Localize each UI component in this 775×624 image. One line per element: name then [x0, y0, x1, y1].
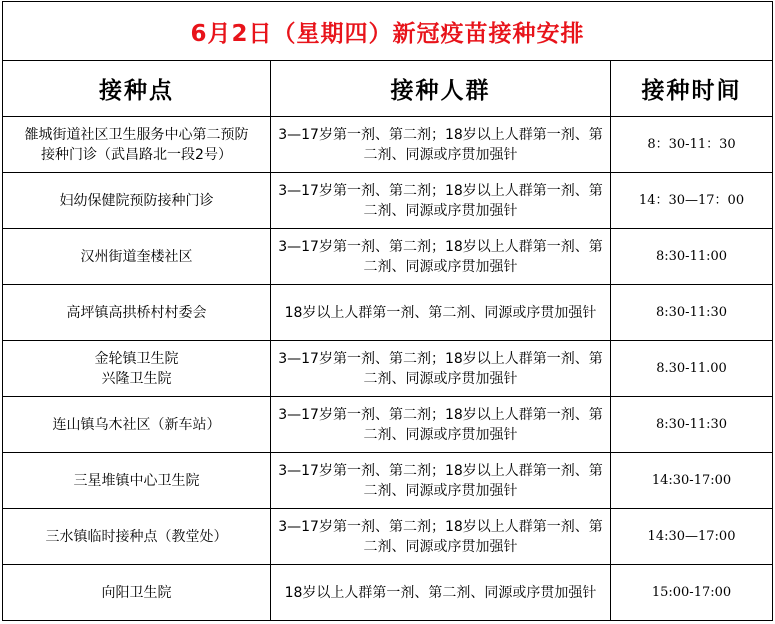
site-line: 金轮镇卫生院	[94, 350, 179, 367]
site-line: 高坪镇高拱桥村村委会	[66, 304, 207, 321]
table-row	[3, 565, 773, 621]
time-cell: 8.30-11.00	[611, 341, 773, 397]
table-row	[3, 397, 773, 453]
site-line: 妇幼保健院预防接种门诊	[59, 192, 214, 209]
crowd-cell: 18岁以上人群第一剂、第二剂、同源或序贯加强针	[271, 285, 611, 341]
site-line: 三星堆镇中心卫生院	[73, 472, 200, 489]
site-cell	[3, 565, 271, 621]
schedule-table	[2, 1, 773, 621]
site-line: 汉州街道奎楼社区	[80, 248, 193, 265]
site-line: 三水镇临时接种点（教堂处）	[45, 528, 228, 545]
time-cell: 8:30-11:30	[611, 285, 773, 341]
crowd-cell: 3—17岁第一剂、第二剂；18岁以上人群第一剂、第二剂、同源或序贯加强针	[271, 117, 611, 173]
crowd-cell: 3—17岁第一剂、第二剂；18岁以上人群第一剂、第二剂、同源或序贯加强针	[271, 229, 611, 285]
crowd-cell: 3—17岁第一剂、第二剂；18岁以上人群第一剂、第二剂、同源或序贯加强针	[271, 397, 611, 453]
crowd-cell: 3—17岁第一剂、第二剂；18岁以上人群第一剂、第二剂、同源或序贯加强针	[271, 453, 611, 509]
site-cell	[3, 117, 271, 173]
site-cell	[3, 341, 271, 397]
time-cell: 14:30—17:00	[611, 509, 773, 565]
crowd-cell: 3—17岁第一剂、第二剂；18岁以上人群第一剂、第二剂、同源或序贯加强针	[271, 173, 611, 229]
table-row	[3, 341, 773, 397]
site-line: 接种门诊（武昌路北一段2号）	[41, 146, 232, 163]
title-row	[3, 2, 773, 61]
header-crowd: 接种人群	[271, 61, 611, 117]
crowd-cell: 3—17岁第一剂、第二剂；18岁以上人群第一剂、第二剂、同源或序贯加强针	[271, 341, 611, 397]
site-cell	[3, 453, 271, 509]
site-cell	[3, 285, 271, 341]
site-line: 雒城街道社区卫生服务中心第二预防	[24, 126, 249, 143]
time-cell: 14:30-17:00	[611, 453, 773, 509]
site-cell	[3, 229, 271, 285]
header-time: 接种时间	[611, 61, 773, 117]
time-cell: 15:00-17:00	[611, 565, 773, 621]
site-line: 连山镇乌木社区（新车站）	[52, 416, 221, 433]
site-line: 兴隆卫生院	[101, 370, 172, 387]
time-cell: 8：30-11：30	[611, 117, 773, 173]
table-row	[3, 453, 773, 509]
header-site: 接种点	[3, 61, 271, 117]
time-cell: 8:30-11:30	[611, 397, 773, 453]
table-row	[3, 173, 773, 229]
table-row	[3, 229, 773, 285]
page-title: 6月2日（星期四）新冠疫苗接种安排	[3, 2, 773, 61]
site-cell	[3, 173, 271, 229]
site-cell	[3, 397, 271, 453]
time-cell: 8:30-11:00	[611, 229, 773, 285]
site-line: 向阳卫生院	[101, 584, 172, 601]
table-row	[3, 509, 773, 565]
table-row	[3, 117, 773, 173]
header-row	[3, 61, 773, 117]
crowd-cell: 18岁以上人群第一剂、第二剂、同源或序贯加强针	[271, 565, 611, 621]
site-cell	[3, 509, 271, 565]
table-row	[3, 285, 773, 341]
crowd-cell: 3—17岁第一剂、第二剂；18岁以上人群第一剂、第二剂、同源或序贯加强针	[271, 509, 611, 565]
time-cell: 14：30—17：00	[611, 173, 773, 229]
